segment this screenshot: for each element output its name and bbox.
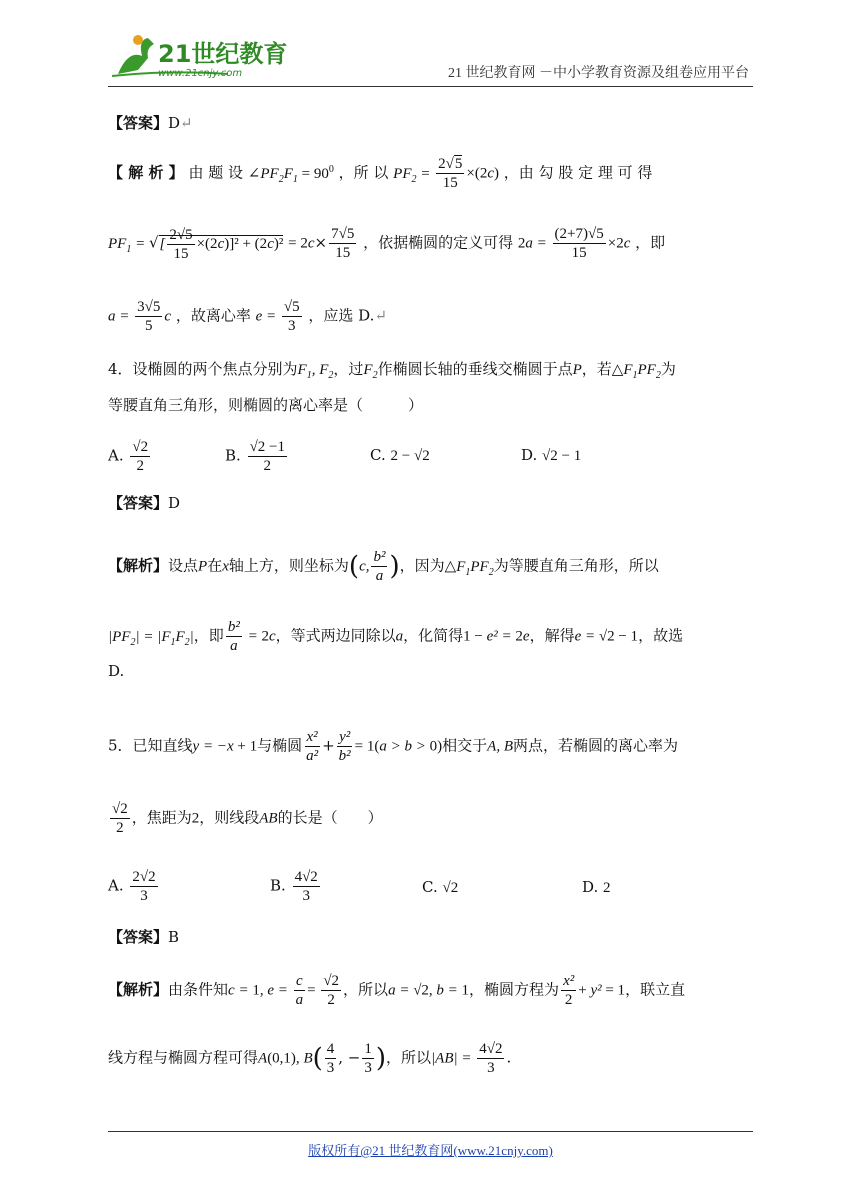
footer-copyright-link[interactable]: 版权所有@21 世纪教育网(www.21cnjy.com) [308,1143,553,1158]
footer-divider [108,1131,753,1132]
answer-3: 【答案】D↵ [108,114,193,132]
site-logo [108,30,298,84]
explanation-4-line1: 【解析】设点P在x轴上方，则坐标为(c, $\frac{\text{b²}}{a}$ )，因为$\triangle F_1PF_2$为等腰直角三角形，所以 [108,549,659,584]
explanation-5-line2: 线方程与椭圆方程可得A(0,1), B( $\frac{4}{3}$ , − $\frac{1}{3}$ )，所以|AB| = $\frac{4√2}{3}$ . [108,1041,512,1076]
question-5-stem-line1: 5．已知直线y = −x + 1与椭圆 $\frac{\text{x²}}{\text{a²}}$ + $\frac{\text{y²}}{\text{b²}}$ = 1(a > b > 0)相交于A, B两点，若椭圆的离心率为 [108,729,678,764]
header-divider [108,86,753,87]
explanation-3-line2: $PF_1$ = √[ $\frac{2√5}{15}$ ×(2c)]² + (2c)² = 2c× $\frac{7√5}{15}$ ，依据椭圆的定义可得 2a = $\frac{(2+7)√5}{15}$ ×2c ，即 [108,226,666,262]
logo-text: 21世纪教育 [158,40,288,68]
explanation-5-line1: 【解析】由条件知c = 1, e = $\frac{c}{a}$ = $\frac{√2}{2}$ ，所以a = √2, b = 1，椭圆方程为 $\frac{\text{x²}}{2}$ + y² = 1，联立直 [108,973,686,1008]
explanation-4-line3: D. [108,662,125,680]
answer-label: 【答案】 [108,114,169,132]
question-5-stem-line2: $\frac{√2}{2}$ ，焦距为2，则线段AB的长是（ ） [112,801,383,836]
header-title: 21 世纪教育网 －中小学教育资源及组卷应用平台 [448,66,749,81]
question-4-stem-line2: 等腰直角三角形，则椭圆的离心率是（ ） [108,396,424,414]
question-4-stem-line1: 4．设椭圆的两个焦点分别为$F_1$, $F_2$，过$F_2$作椭圆长轴的垂线交椭圆于点P，若$\triangle F_1PF_2$为 [108,360,676,381]
explanation-3-line3: a = $\frac{3√5}{5}$ c ，故离心率 e = $\frac{√5}{3}$ ，应选 D.↵ [108,299,388,334]
explanation-4-line2: $|PF_2| = |F_1F_2|$，即 $\frac{\text{b²}}{a}$ = 2c，等式两边同除以a，化简得1 − e² = 2e，解得e = √2 − 1，故选 [108,619,684,654]
answer-4: 【答案】D [108,494,181,512]
explanation-3-line1: 【 解 析 】 由 题 设 $\angle PF_2F_1 = 90^0$ ，所 以 $PF_2$ = $\frac{2√5}{15}$ ×(2c) ，由 勾 股 定 理 可 得 [108,156,653,191]
logo-url: www.21cnjy.com [158,68,243,79]
answer-5: 【答案】B [108,928,180,946]
